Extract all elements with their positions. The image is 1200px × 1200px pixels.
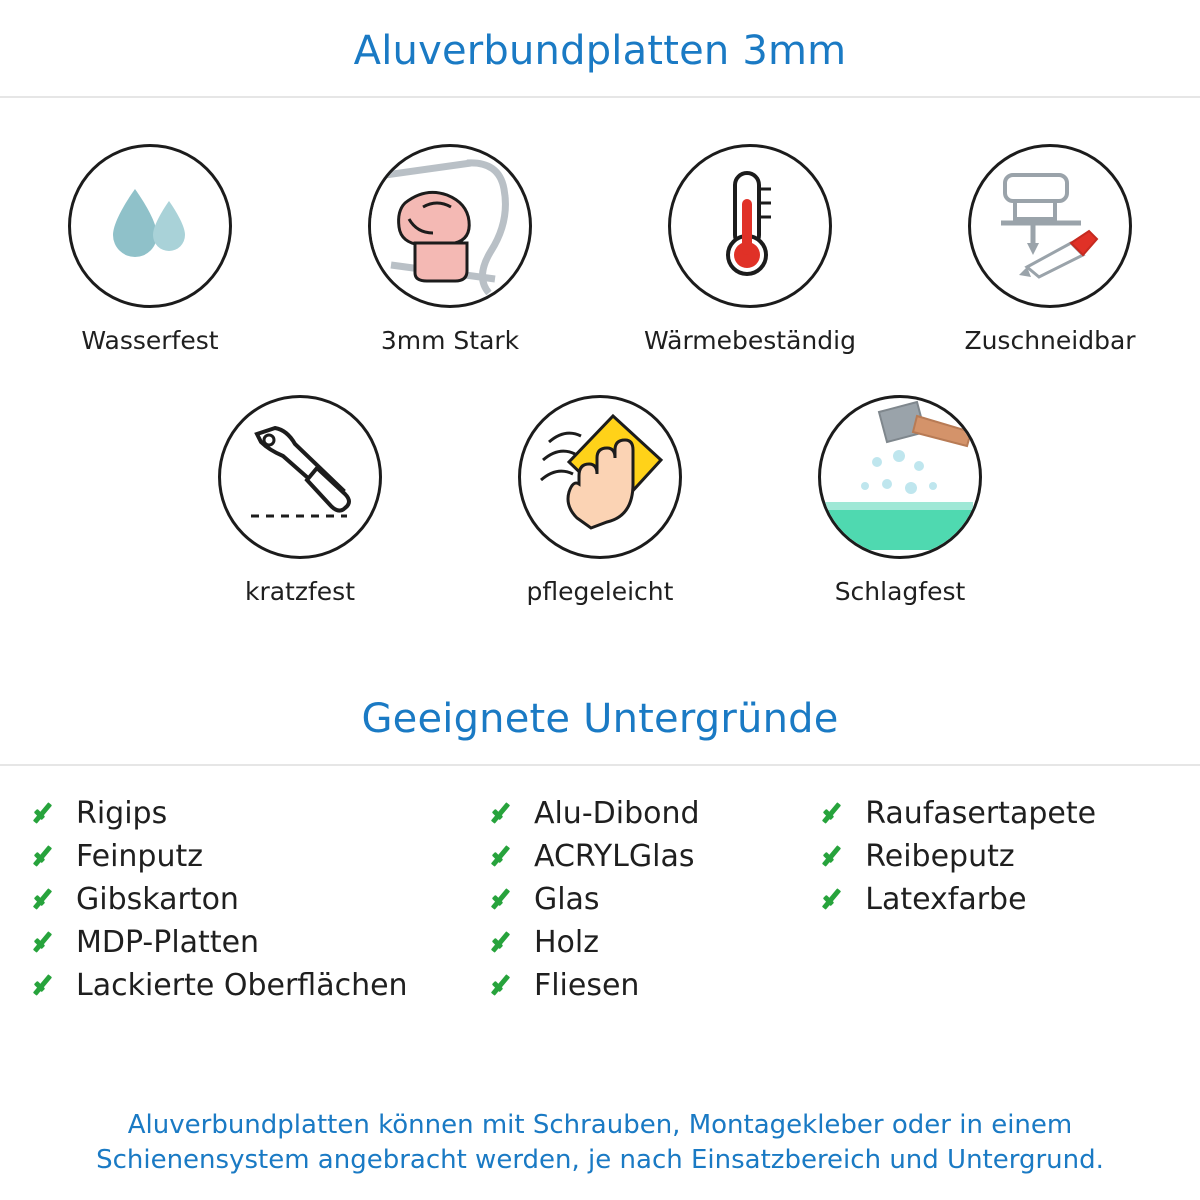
list-item — [488, 835, 819, 878]
check-icon — [30, 840, 64, 874]
feature-label: Zuschneidbar — [964, 326, 1136, 355]
list-item — [488, 921, 819, 964]
check-icon — [30, 926, 64, 960]
feature-row-1 — [0, 144, 1200, 355]
hand-cloth-icon — [518, 395, 682, 559]
feature-schlagfest — [750, 395, 1050, 606]
check-icon — [819, 883, 853, 917]
check-icon — [30, 883, 64, 917]
feature-label: pflegeleicht — [526, 577, 674, 606]
list-item-label: Holz — [533, 925, 599, 960]
jigsaw-cutter-icon — [968, 144, 1132, 308]
list-item-label: Rigips — [76, 796, 168, 831]
check-icon — [819, 797, 853, 831]
list-item — [488, 964, 819, 1007]
thermometer-icon — [668, 144, 832, 308]
water-drops-icon — [68, 144, 232, 308]
list-item — [819, 792, 1170, 835]
checklist-column-1 — [30, 792, 488, 1007]
footer-note — [0, 1108, 1200, 1178]
feature-zuschneidbar — [900, 144, 1200, 355]
list-item — [30, 878, 488, 921]
list-item-label: Gibskarton — [76, 882, 239, 917]
list-item — [30, 835, 488, 878]
knife-scratch-icon — [218, 395, 382, 559]
feature-waermebestaendig — [600, 144, 900, 355]
list-item-label: Latexfarbe — [865, 882, 1027, 917]
check-icon — [488, 883, 522, 917]
feature-wasserfest — [0, 144, 300, 355]
list-item-label: Alu-Dibond — [533, 796, 700, 831]
checklist-column-3 — [819, 792, 1170, 1007]
page-title: Aluverbundplatten 3mm — [353, 28, 847, 74]
hammer-impact-icon — [818, 395, 982, 559]
list-item-label: Reibeputz — [865, 839, 1015, 874]
list-item — [30, 964, 488, 1007]
check-icon — [488, 797, 522, 831]
list-item-label: Lackierte Oberflächen — [76, 968, 408, 1003]
list-item-label: ACRYLGlas — [533, 839, 695, 874]
check-icon — [488, 969, 522, 1003]
check-icon — [819, 840, 853, 874]
list-item — [488, 878, 819, 921]
list-item — [488, 792, 819, 835]
feature-row-2 — [0, 395, 1200, 606]
list-item-label: Feinputz — [76, 839, 203, 874]
feature-label: Schlagfest — [834, 577, 966, 606]
feature-label: Wärmebeständig — [644, 326, 856, 355]
flexed-arm-icon — [368, 144, 532, 308]
check-icon — [30, 969, 64, 1003]
list-item — [30, 921, 488, 964]
footer-note-line-1: Aluverbundplatten können mit Schrauben, Montagekleber oder in einem — [127, 1109, 1073, 1140]
section-title-untergruende: Geeignete Untergründe — [361, 696, 839, 742]
feature-label: Wasserfest — [81, 326, 219, 355]
footer-note-line-2: Schienensystem angebracht werden, je nach Einsatzbereich und Untergrund. — [96, 1144, 1104, 1175]
list-item-label: Raufasertapete — [865, 796, 1097, 831]
feature-pflegeleicht — [450, 395, 750, 606]
list-item — [30, 792, 488, 835]
feature-label: 3mm Stark — [380, 326, 520, 355]
list-item-label: Glas — [533, 882, 600, 917]
feature-label: kratzfest — [244, 577, 355, 606]
list-item — [819, 878, 1170, 921]
check-icon — [488, 926, 522, 960]
feature-3mm-stark — [300, 144, 600, 355]
substrate-checklist — [0, 766, 1200, 1007]
list-item-label: Fliesen — [533, 968, 640, 1003]
feature-kratzfest — [150, 395, 450, 606]
feature-grid — [0, 98, 1200, 606]
list-item-label: MDP-Platten — [76, 925, 260, 960]
list-item — [819, 835, 1170, 878]
checklist-column-2 — [488, 792, 819, 1007]
check-icon — [488, 840, 522, 874]
check-icon — [30, 797, 64, 831]
